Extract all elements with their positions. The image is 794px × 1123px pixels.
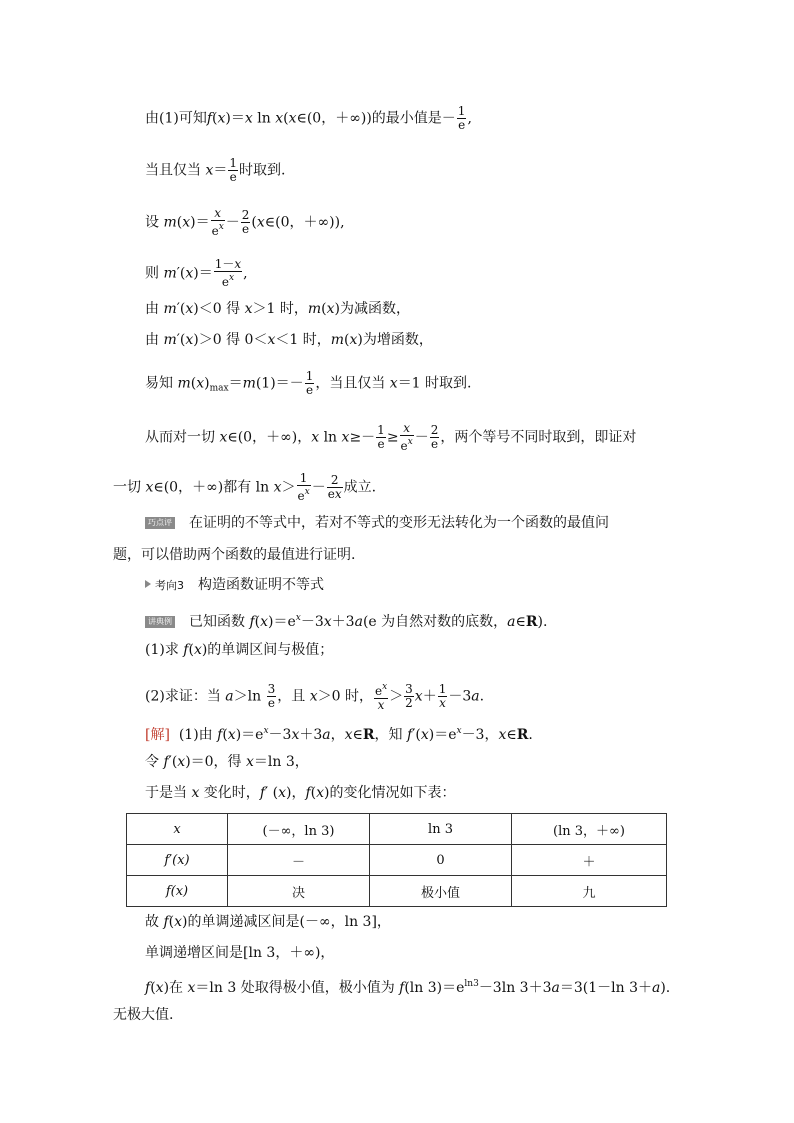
line-17: 令 f′(x)＝0，得 x＝ln 3， bbox=[145, 754, 309, 770]
table-cell: ＋ bbox=[512, 845, 667, 876]
line-2: 当且仅当 x＝ $\frac{1}{e}$ 时取到. bbox=[145, 156, 286, 184]
table-cell: 0 bbox=[370, 845, 512, 876]
fraction: $\frac{3}{2}$ bbox=[405, 682, 413, 710]
line-6: 由 m′(x)＞0 得 0＜x＜1 时，m(x)为增函数， bbox=[145, 332, 433, 348]
fraction: $\frac{x}{e^x}$ bbox=[400, 421, 413, 453]
table-cell: (－∞，ln 3) bbox=[228, 814, 370, 845]
line-21: f(x)在 x＝ln 3 处取得极小值，极小值为 f(ln $3)=e^{ln3}-3\ln$ 3＋3a＝3(1－ln 3＋a). bbox=[145, 979, 671, 996]
line-8: 从而对一切 x∈(0，＋∞)，x ln x≥－ $\frac{1}{e}$ ≥ $\frac{x}{e^x}$ － $\frac{2}{e}$ ，两个等号不同时取到，即证对 bbox=[145, 421, 637, 453]
variation-table bbox=[126, 813, 667, 907]
table-cell: f(x) bbox=[127, 876, 228, 907]
fraction: $\frac{1-x}{e^x}$ bbox=[214, 257, 242, 289]
line-10: 巧点评 在证明的不等式中，若对不等式的变形无法转化为一个函数的最值问 bbox=[145, 514, 609, 532]
table-cell: (ln 3，＋∞) bbox=[512, 814, 667, 845]
fraction: $\frac{x}{e^x}$ bbox=[211, 206, 224, 238]
fraction: $\frac{2}{ex}$ bbox=[327, 473, 342, 501]
line-11: 题，可以借助两个函数的最值进行证明. bbox=[113, 547, 356, 563]
table-row bbox=[127, 814, 667, 845]
line-5: 由 m′(x)＜0 得 x＞1 时，m(x)为减函数， bbox=[145, 301, 410, 317]
table-cell: x bbox=[127, 814, 228, 845]
fraction: $\frac{3}{e}$ bbox=[267, 682, 276, 710]
table-row bbox=[127, 876, 667, 907]
line-7: 易知 $m(x)_{max}=m(1)=-$ $\frac{1}{e}$ ，当且仅当 x＝1 时取到. bbox=[145, 369, 472, 397]
example-tag: 讲典例 bbox=[145, 616, 175, 628]
table-cell: － bbox=[228, 845, 370, 876]
fraction: $\frac{e^x}{x}$ bbox=[374, 682, 388, 712]
table-cell: 决 bbox=[228, 876, 370, 907]
line-3: 设 m(x)＝ $\frac{x}{e^x}$ － $\frac{2}{e}$ (x∈(0，＋∞)), bbox=[145, 206, 345, 238]
line-4: 则 m′(x)＝ $\frac{1-x}{e^x}$ , bbox=[145, 257, 248, 289]
fraction: $\frac{1}{x}$ bbox=[438, 682, 447, 710]
line-14: (1)求 f(x)的单调区间与极值； bbox=[145, 642, 334, 658]
line-19: 故 f(x)的单调递减区间是(－∞，ln 3]， bbox=[145, 914, 391, 930]
line-18: 于是当 x 变化时，f′ (x)，f(x)的变化情况如下表： bbox=[145, 785, 456, 801]
table-cell: 极小值 bbox=[370, 876, 512, 907]
triangle-icon bbox=[145, 580, 151, 588]
fraction: $\frac{1}{e}$ bbox=[377, 423, 385, 451]
line-12: 考向3 构造函数证明不等式 bbox=[145, 576, 324, 595]
line-9: 一切 x∈(0，＋∞)都有 ln x＞ $\frac{1}{e^x}$ － $\frac{2}{ex}$ 成立. bbox=[113, 471, 377, 503]
fraction: $\frac{1}{e^x}$ bbox=[297, 471, 310, 503]
fraction: $\frac{2}{e}$ bbox=[430, 423, 439, 451]
line-22: 无极大值. bbox=[113, 1007, 174, 1023]
comment-tag: 巧点评 bbox=[145, 517, 175, 529]
line-15: (2)求证：当 a＞ln $\frac{3}{e}$ ，且 x＞0 时， $\frac{e^x}{x}$ ＞ $\frac{3}{2}$ x＋ $\frac{1}{x}$ －3a. bbox=[145, 682, 485, 712]
line-20: 单调递增区间是[ln 3，＋∞)， bbox=[145, 945, 335, 961]
table-row bbox=[127, 845, 667, 876]
table-cell: ln 3 bbox=[370, 814, 512, 845]
table-cell: f′(x) bbox=[127, 845, 228, 876]
table-cell: 九 bbox=[512, 876, 667, 907]
fraction: $\frac{1}{e}$ bbox=[305, 369, 314, 397]
fraction: $\frac{1}{e}$ bbox=[229, 156, 237, 184]
fraction: $\frac{2}{e}$ bbox=[241, 208, 250, 236]
line-16: [解] (1)由 $f(x)=e^x-3x+3a$，x∈R，知 $f'(x)=e^x-3$，x∈R. bbox=[145, 726, 533, 743]
fraction: $\frac{1}{e}$ bbox=[457, 104, 466, 132]
line-13: 讲典例 已知函数 $f(x)=e^x-3x+3a(e$ 为自然对数的底数，a∈R). bbox=[145, 609, 547, 631]
line-1: 由(1)可知f(x)＝x ln x(x∈(0，＋∞))的最小值是－ $\frac{1}{e}$ , bbox=[145, 104, 472, 132]
solution-label: [解] bbox=[145, 727, 170, 743]
